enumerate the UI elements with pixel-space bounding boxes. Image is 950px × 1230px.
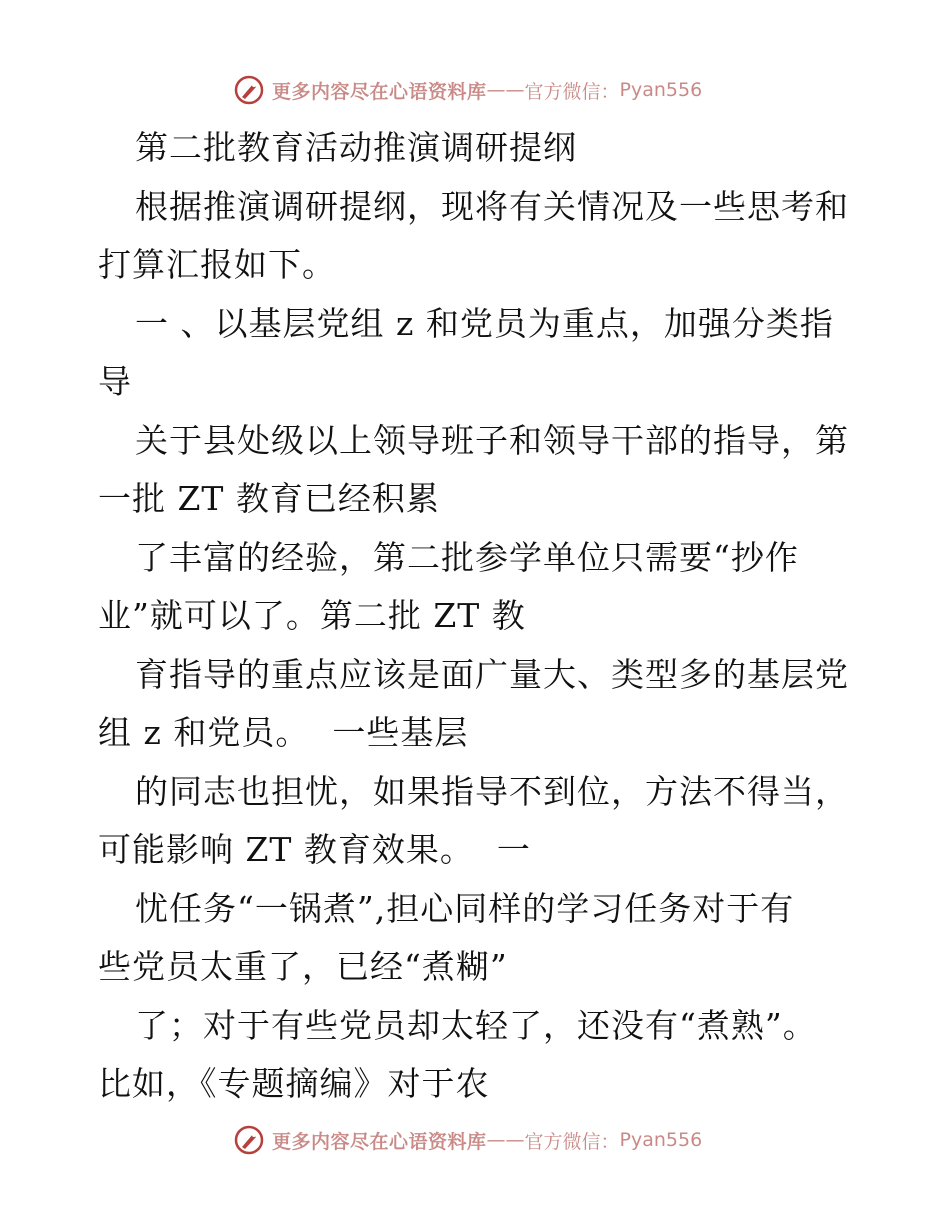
banner-text: 更多内容尽在心语资料库 [272,80,487,103]
paragraph-line: 可能影响 ZT 教育效果。 一 [98,830,531,869]
paragraph-line: 组 z 和党员。 一些基层 [98,713,469,752]
paragraph-line: 打算汇报如下。 [98,245,336,284]
paragraph-line: 忧任务“一锅煮”,担心同样的学习任务对于有 [135,889,795,928]
paragraph-line: 育指导的重点应该是面广量大、类型多的基层党 [135,655,849,694]
banner-wechat-label: 官方微信： [524,80,620,103]
paragraph-line: 一批 ZT 教育已经积累 [98,479,440,518]
banner-dash: —— [486,1129,525,1151]
section-heading-line: 导 [98,362,132,401]
banner-text: 更多内容尽在心语资料库 [272,1130,487,1153]
document-title: 第二批教育活动推演调研提纲 [135,128,577,167]
banner-dash: —— [486,79,525,101]
paragraph-line: 了；对于有些党员却太轻了，还没有“煮熟”。 [135,1006,817,1045]
header-banner [234,73,702,107]
banner-wechat-id: Pyan556 [619,79,703,101]
paragraph-line: 关于县处级以上领导班子和领导干部的指导，第 [135,421,849,460]
paragraph-line: 比如，《专题摘编》对于农 [98,1064,490,1103]
pen-nib-logo-icon [234,75,264,105]
banner-wechat-id: Pyan556 [619,1129,703,1151]
banner-wechat-label: 官方微信： [524,1130,620,1153]
paragraph-line: 了丰富的经验，第二批参学单位只需要“抄作 [135,538,799,577]
paragraph-line: 业”就可以了。第二批 ZT 教 [98,596,526,635]
paragraph-line: 些党员太重了，已经“煮糊” [98,947,508,986]
paragraph-line: 根据推演调研提纲，现将有关情况及一些思考和 [135,187,849,226]
footer-banner [234,1123,702,1157]
pen-nib-logo-icon [234,1125,264,1155]
section-heading-line: 一 、以基层党组 z 和党员为重点，加强分类指 [135,304,834,343]
paragraph-line: 的同志也担忧，如果指导不到位，方法不得当， [135,772,849,811]
